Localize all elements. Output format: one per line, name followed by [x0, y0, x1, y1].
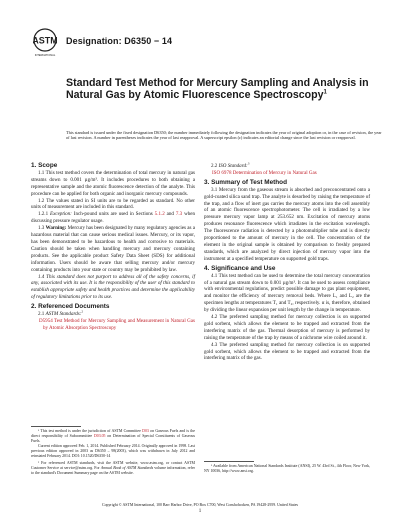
exception-label: Exception: [50, 211, 72, 218]
footnote-3: ³ Available from American National Standards Institute (ANSI), 25 W. 43rd St., 4th Floor, New York, NY 10036, http://www.ansi.org. [204, 464, 370, 473]
section-link-7-3[interactable]: 7.3 [175, 211, 183, 218]
astm-standards-label: ASTM Standards: [45, 311, 82, 318]
footnote-divider-right [204, 461, 254, 462]
footnote-marker-2[interactable]: 2 [81, 309, 84, 314]
footnote-2 [31, 461, 195, 476]
left-footnotes [31, 429, 195, 476]
svg-text:ASTM: ASTM [33, 35, 57, 46]
footnote-marker-3[interactable]: 3 [247, 161, 250, 166]
heading-referenced-documents: 2. Referenced Documents [31, 303, 110, 311]
footnote-1 [31, 429, 195, 444]
heading-significance: 4. Significance and Use [204, 264, 276, 272]
para-2-1 [31, 311, 195, 318]
para-1-4: 1.4 This standard does not purport to address all of the safety concerns, if any, associated with its use. It is the responsibility of the user of this standard to establish appropriate safety and health practices and determine the applicability of regulatory limitations prior to its use. [31, 273, 195, 301]
subcommittee-link[interactable]: D03.05 [93, 434, 106, 438]
committee-link-d03[interactable]: D03 [142, 429, 149, 433]
para-3-1: 3.1 Mercury from the gaseous stream is absorbed and preconcentrated onto a gold-coated silica sand trap. The analyte is desorbed by raising the temperature of the trap, and a flow of inert gas carries the mercury atoms into the cell assembly of an atomic fluorescence spectrophotometer. The cell is irradiated by a low pressure mercury vapor lamp at 253.652 nm. Excitation of mercury atoms produces resonance fluorescence which irradiates in the excitation wavelength. The fluorescence radiation is detected by a photomultiplier tube and is directly proportioned to the amount of mercury in the cell. The concentration of the element in the original sample is obtained by comparison to freshly prepared standards, which are analyzed by direct injection of mercury vapor into the instrument at a specified temperature on supported gold traps. [204, 186, 370, 262]
annual-book-title: Annual Book of ASTM Standards [100, 466, 154, 470]
para-4-1: 4.1 This test method can be used to determine the total mercury concentration of a natural gas stream down to 0.001 µg/m³. It can be used to assess compliance with environmental regulations, predict possible damage to gas plant equipment, and monitor the efficiency of mercury removal beds. Where L₁ and L₂ are the specimen lengths at temperatures T₁ and T₂, respectively. α is, therefore, obtained by dividing the linear expansion per unit length by the change in temperature. [204, 272, 370, 314]
title-text: Standard Test Method for Mercury Sampling and Analysis in Natural Gas by Atomic Fluorescence Spectroscopy [66, 77, 369, 102]
footnote-text: on Determination of Special Constituents of Gaseous Fuels. [31, 434, 195, 443]
footnote-divider [31, 426, 81, 427]
reference-link-iso-6978[interactable]: ISO 6978 [212, 169, 232, 176]
para-text: Inch-pound units are used in Sections [71, 211, 155, 218]
footnote-text: ¹ This test method is under the jurisdiction of ASTM Committee [38, 429, 143, 433]
reference-iso-6978 [204, 170, 370, 177]
designation: Designation: D6350 − 14 [66, 36, 173, 46]
para-text: when discussing pressure regulator usage. [31, 211, 196, 225]
para-1-3 [31, 225, 195, 273]
footnote-text: on Gaseous Fuels and is the direct responsibility of Subcommittee [31, 429, 195, 438]
standard-notice: This standard is issued under the fixed designation D6350; the number immediately following the designation indicates the year of original adoption or, in the case of revision, the year of last revision. A number in parentheses indicates the year of last reapproval. A superscript epsilon (ε) indicates an editorial change since the last revision or reapproval. [66, 130, 382, 141]
para-4-3: 4.3 The preferred sampling method for mercury collection is on supported gold sorbent, which allows the element to be trapped and extracted from the interfering matrix of the gas. [204, 341, 370, 362]
para-4-2: 4.2 The preferred sampling method for mercury collection is on supported gold sorbent, which allows the element to be trapped and extracted from the interfering matrix of the gas. Thermal desorption of mercury is performed by raising the temperature of the trap by means of a nichrome wire coiled around it. [204, 314, 370, 341]
warning-label: Warning: [45, 225, 67, 232]
reference-title-iso-6978[interactable]: Determination of Mercury in Natural Gas [231, 169, 317, 176]
para-num: 1.3 [38, 225, 46, 232]
page-title [66, 77, 386, 102]
para-text: and [164, 211, 176, 218]
page-number: 1 [198, 509, 202, 514]
section-link-5-1-2[interactable]: 5.1.2 [154, 211, 165, 218]
footnote-1-edition: Current edition approved Feb. 1, 2014. Published February 2014. Originally approved in 1998. Last previous edition approved in 2003 as D6350 – 98(2003), which was withdrawn in July 2012 and reinstated February 2014. DOI: 10.1520/D6350-14 [31, 444, 195, 458]
astm-logo-mark [33, 28, 57, 58]
para-1-2-1 [31, 211, 195, 225]
para-text: Mercury has been designated by many regulatory agencies as a hazardous material that can cause serious medical issues. Mercury, or its vapor, has been demonstrated to be hazardous to health and corrosive to materials. Caution should be taken when handling mercury and mercury containing products. See the applicable product Safety Data Sheet (SDS) for additional information. Users should be aware that selling mercury and/or mercury containing products into your state or country may be prohibited by law. [31, 225, 195, 273]
reference-d5954 [31, 318, 195, 332]
copyright-footer: Copyright © ASTM International, 100 Barr Harbor Drive, PO Box C700, West Conshohocken, PA 19428-2959. United States [102, 503, 298, 507]
svg-text:INTERNATIONAL: INTERNATIONAL [34, 54, 56, 57]
para-2-2 [204, 163, 370, 170]
footnote-text: volume information, refer to the standard's Document Summary page on the ASTM website. [31, 466, 195, 475]
heading-scope: 1. Scope [31, 162, 58, 169]
para-num: 1.2.1 [38, 211, 50, 218]
para-num: 2.1 [38, 311, 46, 318]
heading-summary: 3. Summary of Test Method [204, 178, 287, 186]
footnote-text: ² For referenced ASTM standards, visit the ASTM website, www.astm.org, or contact ASTM Customer Service at service@astm.org. For [31, 461, 195, 470]
reference-link-d5954[interactable]: D5954 [39, 317, 53, 324]
title-footnote-marker[interactable]: 1 [323, 89, 327, 96]
para-num: 2.2 [211, 163, 219, 169]
astm-logo [33, 28, 57, 58]
iso-standard-label: ISO Standard: [218, 163, 248, 169]
para-1-2: 1.2 The values stated in SI units are to be regarded as standard. No other units of measurement are included in this standard. [31, 197, 195, 211]
reference-title-d5954[interactable]: Test Method for Mercury Sampling and Measurement in Natural Gas by Atomic Absorption Spectroscopy [43, 317, 195, 331]
left-column [31, 163, 195, 332]
right-column [204, 163, 370, 362]
para-1-1: 1.1 This test method covers the determination of total mercury in natural gas streams down to 0.001 µg/m³. It includes procedures to both obtaining a representative sample and the atomic fluorescence detection of the analyte. This procedure can be applied for both organic and inorganic mercury compounds. [31, 169, 195, 197]
